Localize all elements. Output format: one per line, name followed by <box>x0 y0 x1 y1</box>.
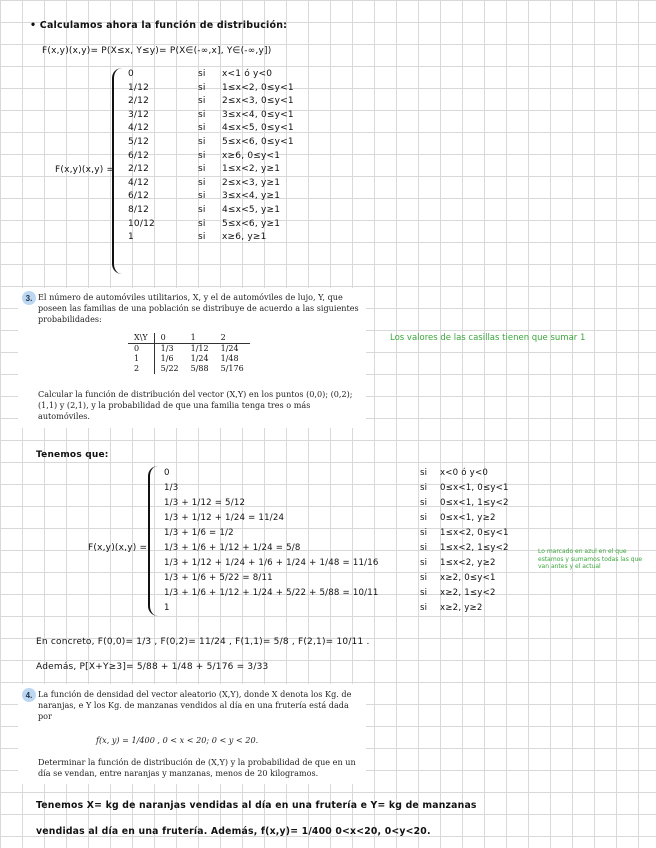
distribution-definition: F(x,y)(x,y)= P(X≤x, Y≤y)= P(X∈(-∞,x], Y∈(-∞,y]) <box>42 46 272 56</box>
problem4-answer-line1: Tenemos X= kg de naranjas vendidas al día en una frutería e Y= kg de manzanas <box>36 800 477 811</box>
problem4-text: La función de densidad del vector aleatorio (X,Y), donde X denota los Kg. de naranjas, e Y los Kg. de manzanas vendidos al día en una frutería está dada por <box>38 689 352 721</box>
table-row: 0 1/3 1/12 1/24 <box>128 344 250 355</box>
section1-heading: • Calculamos ahora la función de distribución: <box>30 20 288 31</box>
section2-brace <box>148 466 160 616</box>
problem3-number: 3. <box>22 291 36 305</box>
section2-si: si si si si si si si si si si <box>420 468 428 613</box>
section1-conditions: x<1 ó y<0 1≤x<2, 0≤y<1 2≤x<3, 0≤y<1 3≤x<4, 0≤y<1 4≤x<5, 0≤y<1 5≤x<6, 0≤y<1 x≥6, 0≤y<1 1≤x<2, y≥1 2≤x<3, y≥1 3≤x<4, y≥1 4≤x<5, y≥1 5≤x<6, y≥1 x≥6, y≥1 <box>222 69 294 243</box>
problem3-green-note: Los valores de las casillas tienen que sumar 1 <box>390 333 586 343</box>
section1-brace <box>112 68 124 274</box>
table-row: 1 1/6 1/24 1/48 <box>128 354 250 364</box>
problem3-question: Calcular la función de distribución del vector (X,Y) en los puntos (0,0); (0,2); (1,1) y (2,1), y la probabilidad de que una familia tenga tres o más automóviles. <box>38 389 353 421</box>
probability-result: Además, P[X+Y≥3]= 5/88 + 1/48 + 5/176 = 3/33 <box>36 662 269 672</box>
table-header-cell: 0 <box>154 333 184 344</box>
table-header-cell: 2 <box>215 333 250 344</box>
problem3-text: El número de automóviles utilitarios, X, y el de automóviles de lujo, Y, que poseen las familias de una población se distribuye de acuerdo a las siguientes probabilidades: <box>38 292 359 324</box>
section2-lhs: F(x,y)(x,y) = <box>88 543 148 553</box>
table-header-cell: 1 <box>185 333 215 344</box>
section2-values: 0 1/3 1/3 + 1/12 = 5/12 1/3 + 1/12 + 1/24 = 11/24 1/3 + 1/6 = 1/2 1/3 + 1/6 + 1/12 + 1/24 = 5/8 1/3 + 1/12 + 1/24 + 1/6 + 1/24 + 1/48 = 11/16 1/3 + 1/6 + 5/22 = 8/11 1/3 + 1/6 + 1/12 + 1/24 + 5/22 + 5/88 = 10/11 1 <box>164 468 379 613</box>
section1-values: 0 1/12 2/12 3/12 4/12 5/12 6/12 2/12 4/12 6/12 8/12 10/12 1 <box>128 69 155 243</box>
table-row: 2 5/22 5/88 5/176 <box>128 364 250 374</box>
section2-green-note: Lo marcado en azul en el que estamos y sumamos todas las que van antes y el actual <box>538 548 643 570</box>
probability-table <box>128 333 250 374</box>
concrete-values: En concreto, F(0,0)= 1/3 , F(0,2)= 11/24 , F(1,1)= 5/8 , F(2,1)= 10/11 . <box>36 637 370 647</box>
density-formula: f(x, y) = 1/400 , 0 < x < 20; 0 < y < 20. <box>96 735 259 745</box>
table-header-cell: X\Y <box>128 333 154 344</box>
section2-heading: Tenemos que: <box>36 450 109 460</box>
section2-conditions: x<0 ó y<0 0≤x<1, 0≤y<1 0≤x<1, 1≤y<2 0≤x<1, y≥2 1≤x<2, 0≤y<1 1≤x<2, 1≤y<2 1≤x<2, y≥2 x≥2, 0≤y<1 x≥2, 1≤y<2 x≥2, y≥2 <box>440 468 509 613</box>
section1-si: si si si si si si si si si si si si si <box>198 69 206 243</box>
section1-lhs: F(x,y)(x,y) = <box>55 165 115 175</box>
problem4-number: 4. <box>22 688 36 702</box>
problem4-answer-line2: vendidas al día en una frutería. Además, f(x,y)= 1/400 0<x<20, 0<y<20. <box>36 826 431 837</box>
problem4-question: Determinar la función de distribución de (X,Y) y la probabilidad de que en un día se vendan, entre naranjas y manzanas, menos de 20 kilogramos. <box>38 757 356 778</box>
